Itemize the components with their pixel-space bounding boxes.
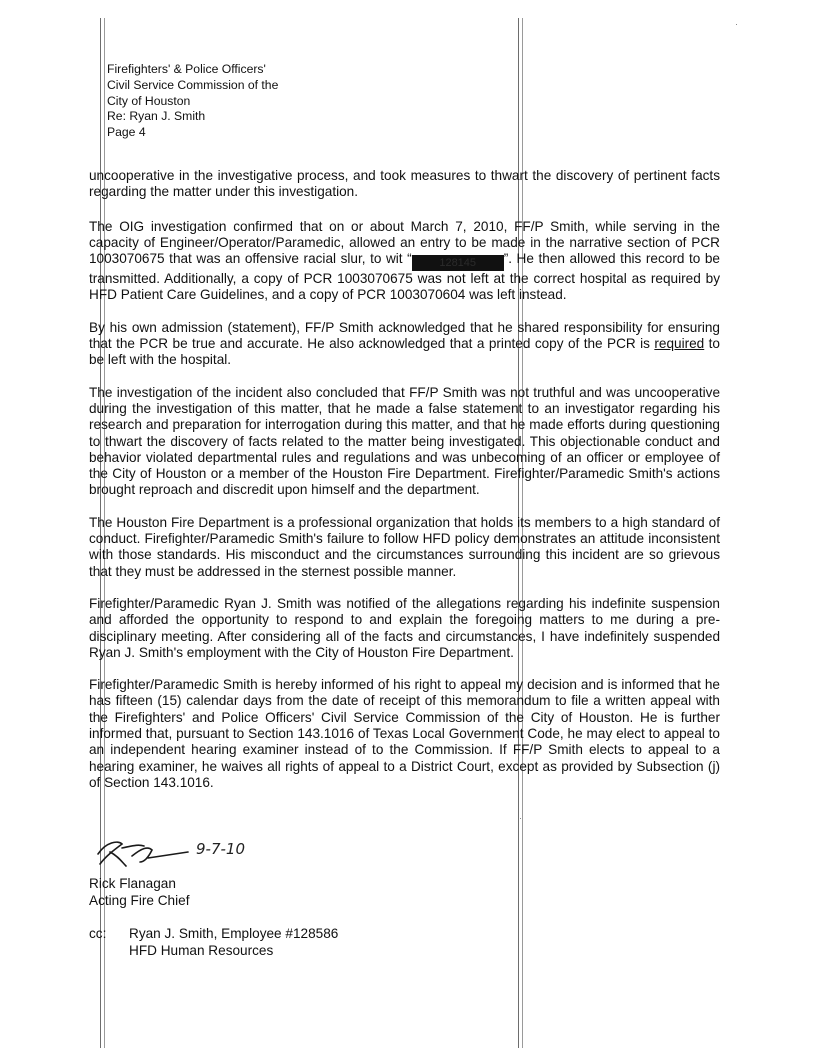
cc-recipient: HFD Human Resources bbox=[129, 942, 274, 958]
scan-speck bbox=[736, 24, 737, 25]
cc-recipient: Ryan J. Smith, Employee #128586 bbox=[129, 926, 339, 941]
paragraph-suspension-notice: Firefighter/Paramedic Ryan J. Smith was notified of the allegations regarding his indefinite suspension and afforded the opportunity to respond to and explain the foregoing matters to me during a pre-disciplinary meeting. After considering all of the facts and circumstances, I have indefinitely suspended Ryan J. Smith's employment with the City of Houston Fire Department. bbox=[89, 595, 720, 660]
paragraph-admission bbox=[89, 320, 720, 369]
paragraph-text: to be left with the hospital. bbox=[89, 336, 720, 368]
cc-block bbox=[89, 926, 338, 959]
paragraph-appeal-rights: Firefighter/Paramedic Smith is hereby informed of his right to appeal my decision and is informed that he has fifteen (15) calendar days from the date of receipt of this memorandum to file a written appeal with the Firefighters' and Police Officers' Civil Service Commission of the City of Houston. He is further informed that, pursuant to Section 143.1016 of Texas Local Government Code, he may elect to appeal to an independent hearing examiner instead of to the Commission. If FF/P Smith elects to appeal to a hearing examiner, he waives all rights of appeal to a District Court, except as provided by Subsection (j) of Section 143.1016. bbox=[89, 677, 720, 790]
signer-title: Acting Fire Chief bbox=[89, 892, 190, 908]
paragraph-investigation-conclusion: The investigation of the incident also concluded that FF/P Smith was not truthful and was uncooperative during the investigation of this matter, that he made a false statement to an investigator regarding his research and preparation for interrogation during this matter, and that he made efforts during questioning to thwart the discovery of facts related to the matter being investigated. This objectionable conduct and behavior violated departmental rules and regulations and was unbecoming of an officer or employee of the City of Houston or a member of the Houston Fire Department. Firefighter/Paramedic Smith's actions brought reproach and discredit upon himself and the department. bbox=[89, 384, 720, 498]
paragraph-continuation: uncooperative in the investigative process, and took measures to thwart the discovery of pertinent facts regarding the matter under this investigation. bbox=[89, 168, 720, 200]
header-addressee-line2: Civil Service Commission of the bbox=[107, 77, 279, 92]
underlined-word: required bbox=[654, 336, 705, 352]
signer-name: Rick Flanagan bbox=[89, 876, 176, 891]
header-addressee-line3: City of Houston bbox=[107, 93, 191, 108]
cc-label: cc: bbox=[89, 926, 107, 941]
letter-body bbox=[89, 168, 720, 807]
paragraph-oig-findings bbox=[89, 219, 720, 304]
paragraph-text: By his own admission (statement), FF/P Smith acknowledged that he shared responsibility for ensuring that the PCR be true and accurate. He also acknowledged that a printed copy of the PCR is bbox=[89, 319, 720, 352]
signature-date: 9-7-10 bbox=[196, 840, 245, 858]
header-page-number: Page 4 bbox=[107, 125, 146, 140]
paragraph-text: ”. He then allowed this record to be transmitted. Additionally, a copy of PCR 1003070675 was not left at the correct hospital as required by HFD Patient Care Guidelines, and a copy of PCR 1003070604 was left instead. bbox=[89, 251, 720, 303]
redaction-block: 128145 bbox=[412, 255, 504, 271]
scan-speck bbox=[520, 818, 521, 819]
header-addressee-line1: Firefighters' & Police Officers' bbox=[107, 62, 266, 76]
header-subject: Re: Ryan J. Smith bbox=[107, 109, 206, 124]
paragraph-department-standards: The Houston Fire Department is a professional organization that holds its members to a high standard of conduct. Firefighter/Paramedic Smith's failure to follow HFD policy demonstrates an attitude inconsistent with those standards. His misconduct and the circumstances surrounding this incident are so grievous that they must be addressed in the sternest possible manner. bbox=[89, 514, 720, 579]
letter-header bbox=[107, 62, 278, 141]
paragraph-text: The OIG investigation confirmed that on or about March 7, 2010, FF/P Smith, while serving in the capacity of Engineer/Operator/Paramedic, allowed an entry to be made in the narrative section of PCR 1003070675 that was an offensive racial slur, to wit “ bbox=[89, 218, 720, 267]
signer-block bbox=[89, 876, 189, 909]
